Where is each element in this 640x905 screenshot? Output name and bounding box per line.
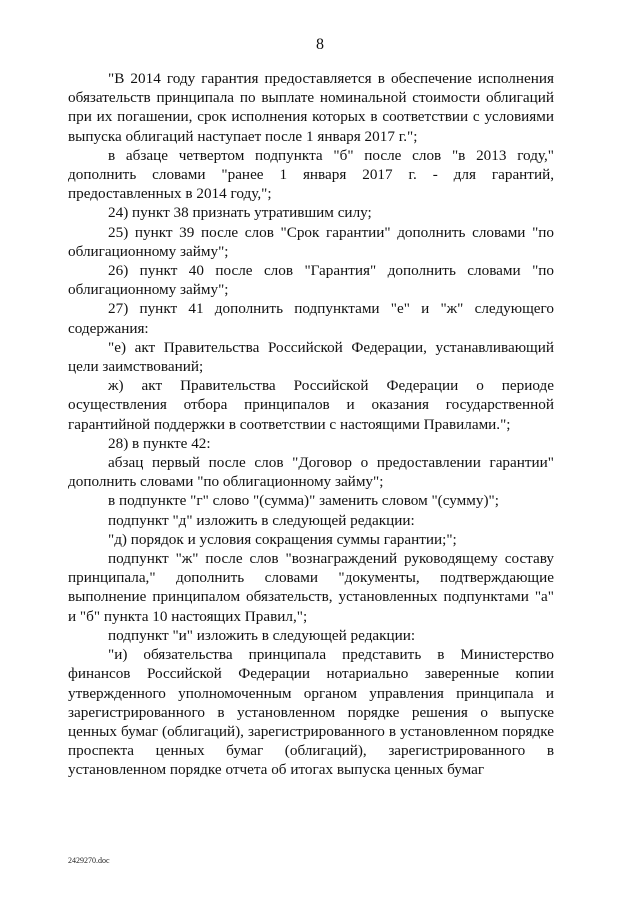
- paragraph-subclause-b-amendment: в абзаце четвертом подпункта "б" после слов "в 2013 году," дополнить словами "ранее 1 января 2017 г. - для гарантий, предоставленных в 2014 году,";: [68, 146, 554, 203]
- document-body: [68, 69, 554, 780]
- paragraph-item-28: 28) в пункте 42:: [108, 434, 211, 452]
- paragraph-subclause-d-text: "д) порядок и условия сокращения суммы гарантии;";: [108, 530, 457, 548]
- paragraph-quote-2014-guarantee: "В 2014 году гарантия предоставляется в обеспечение исполнения обязательств принципала по выплате номинальной стоимости облигаций при их погашении, срок исполнения которых в соответствии с условиями выпуска облигаций наступает после 1 января 2017 г.";: [68, 70, 554, 145]
- paragraph-subclause-i-intro: подпункт "и" изложить в следующей редакции:: [108, 626, 416, 644]
- paragraph-item-24: 24) пункт 38 признать утратившим силу;: [108, 204, 372, 222]
- paragraph-item-26: 26) пункт 40 после слов "Гарантия" дополнить словами "по облигационному займу";: [68, 262, 554, 299]
- paragraph-subclause-zh-amendment: подпункт "ж" после слов "вознаграждений руководящему составу принципала," дополнить словами "документы, подтверждающие выполнение принципалом обязательств, установленных подпунктами "а" и "б" пункта 10 настоящих Правил,";: [68, 550, 554, 625]
- paragraph-first-abzac: абзац первый после слов "Договор о предоставлении гарантии" дополнить словами "по облигационному займу";: [68, 454, 554, 491]
- paragraph-subclause-i-text: "и) обязательства принципала представить в Министерство финансов Российской Федерации нотариально заверенные копии утвержденного уполномоченным органом управления принципала и зарегистрированного в установленном порядке решения о выпуске ценных бумаг (облигаций), зарегистрированного в установленном порядке проспекта ценных бумаг (облигаций), зарегистрированного в установленном порядке отчета об итогах выпуска ценных бумаг: [68, 646, 554, 779]
- paragraph-subclause-d-intro: подпункт "д" изложить в следующей редакции:: [108, 511, 415, 529]
- paragraph-subclause-zh: ж) акт Правительства Российской Федерации о периоде осуществления отбора принципалов и оказания государственной гарантийной поддержки в соответствии с настоящими Правилами.";: [68, 377, 554, 433]
- paragraph-subclause-e: "е) акт Правительства Российской Федерации, устанавливающий цели заимствований;: [68, 338, 554, 376]
- document-file-code: 2429270.doc: [68, 856, 110, 865]
- page-number: 8: [316, 36, 324, 53]
- paragraph-item-25: 25) пункт 39 после слов "Срок гарантии" дополнить словами "по облигационному займу";: [68, 223, 554, 260]
- paragraph-item-27: 27) пункт 41 дополнить подпунктами "е" и "ж" следующего содержания:: [68, 300, 554, 337]
- paragraph-subclause-g: в подпункте "г" слово "(сумма)" заменить словом "(сумму)";: [108, 492, 499, 510]
